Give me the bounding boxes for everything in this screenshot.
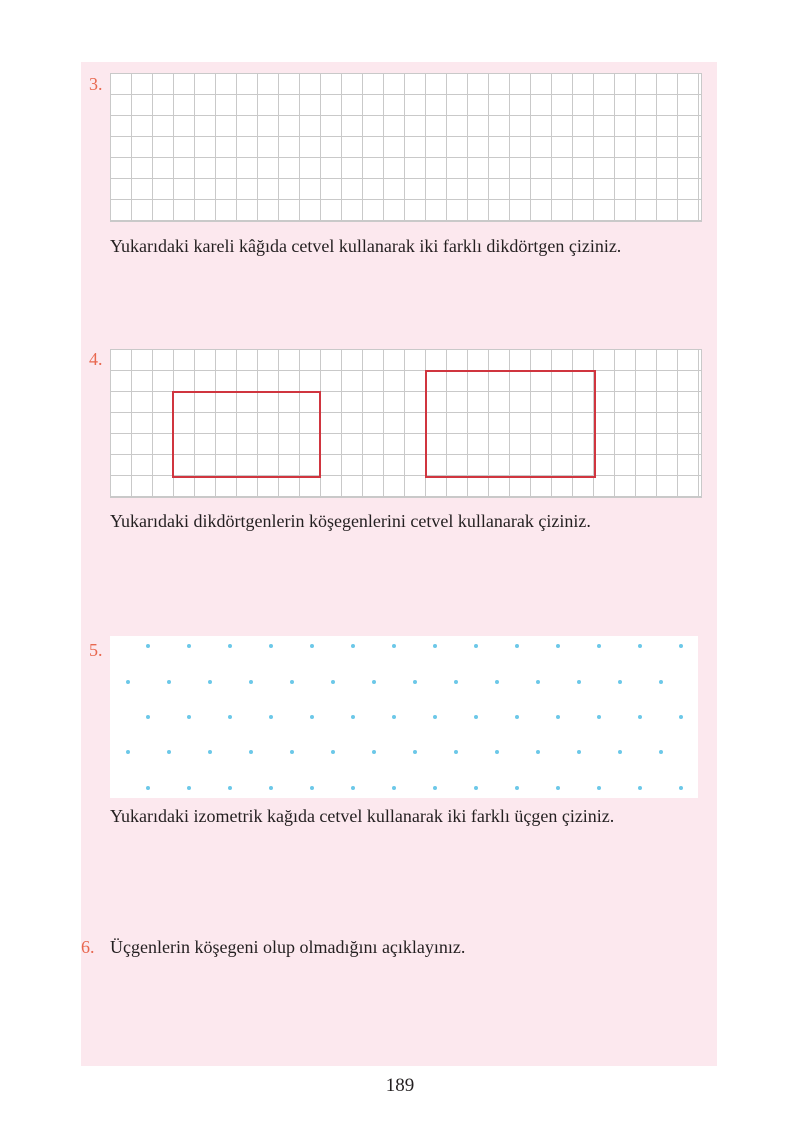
iso-dot	[556, 644, 560, 648]
iso-dot	[269, 715, 273, 719]
iso-dot	[310, 644, 314, 648]
iso-dot	[351, 715, 355, 719]
iso-dot	[454, 750, 458, 754]
iso-dot	[372, 680, 376, 684]
iso-dot	[290, 680, 294, 684]
iso-dot	[187, 786, 191, 790]
iso-dot	[659, 750, 663, 754]
iso-dot	[126, 750, 130, 754]
rectangle-left	[172, 391, 321, 478]
iso-dot	[392, 715, 396, 719]
iso-dot	[372, 750, 376, 754]
exercise-6-number: 6.	[81, 937, 95, 957]
page-number: 189	[385, 1075, 415, 1096]
iso-dot	[597, 786, 601, 790]
exercise-4-text: Yukarıdaki dikdörtgenlerin köşegenlerini cetvel kullanarak çiziniz.	[110, 511, 591, 531]
exercise-4-number: 4.	[89, 349, 103, 369]
iso-dot	[351, 786, 355, 790]
iso-dot	[187, 715, 191, 719]
iso-dot	[679, 715, 683, 719]
rectangle-right	[425, 370, 596, 478]
iso-dot	[474, 786, 478, 790]
iso-dot	[454, 680, 458, 684]
iso-dot	[659, 680, 663, 684]
iso-dot	[146, 644, 150, 648]
iso-dot	[413, 680, 417, 684]
iso-dot	[536, 750, 540, 754]
iso-dot	[146, 786, 150, 790]
iso-dot	[228, 786, 232, 790]
iso-dot	[351, 644, 355, 648]
iso-dot	[597, 715, 601, 719]
isometric-dots	[110, 636, 698, 798]
iso-dot	[638, 786, 642, 790]
iso-dot	[495, 750, 499, 754]
iso-dot	[392, 644, 396, 648]
iso-dot	[331, 680, 335, 684]
exercise-3-number: 3.	[89, 74, 103, 94]
iso-dot	[515, 644, 519, 648]
iso-dot	[208, 680, 212, 684]
iso-dot	[556, 715, 560, 719]
iso-dot	[618, 680, 622, 684]
iso-dot	[167, 680, 171, 684]
iso-dot	[392, 786, 396, 790]
isometric-dot-paper[interactable]	[110, 636, 698, 798]
iso-dot	[515, 715, 519, 719]
iso-dot	[290, 750, 294, 754]
exercise-5-text: Yukarıdaki izometrik kağıda cetvel kullanarak iki farklı üçgen çiziniz.	[110, 806, 615, 826]
iso-dot	[597, 644, 601, 648]
iso-dot	[269, 644, 273, 648]
iso-dot	[249, 750, 253, 754]
exercise-6-text: Üçgenlerin köşegeni olup olmadığını açıklayınız.	[110, 937, 466, 957]
iso-dot	[167, 750, 171, 754]
iso-dot	[208, 750, 212, 754]
exercise-3-text: Yukarıdaki kareli kâğıda cetvel kullanarak iki farklı dikdörtgen çiziniz.	[110, 236, 622, 256]
iso-dot	[433, 786, 437, 790]
iso-dot	[638, 715, 642, 719]
iso-dot	[679, 786, 683, 790]
iso-dot	[413, 750, 417, 754]
grid-paper-1[interactable]	[110, 73, 702, 222]
iso-dot	[310, 786, 314, 790]
iso-dot	[228, 644, 232, 648]
iso-dot	[269, 786, 273, 790]
iso-dot	[228, 715, 232, 719]
iso-dot	[495, 680, 499, 684]
iso-dot	[679, 644, 683, 648]
iso-dot	[638, 644, 642, 648]
iso-dot	[433, 644, 437, 648]
iso-dot	[433, 715, 437, 719]
iso-dot	[146, 715, 150, 719]
iso-dot	[249, 680, 253, 684]
iso-dot	[536, 680, 540, 684]
iso-dot	[474, 715, 478, 719]
iso-dot	[310, 715, 314, 719]
iso-dot	[331, 750, 335, 754]
iso-dot	[556, 786, 560, 790]
iso-dot	[187, 644, 191, 648]
iso-dot	[577, 750, 581, 754]
iso-dot	[618, 750, 622, 754]
iso-dot	[126, 680, 130, 684]
iso-dot	[515, 786, 519, 790]
iso-dot	[474, 644, 478, 648]
iso-dot	[577, 680, 581, 684]
exercise-5-number: 5.	[89, 640, 103, 660]
